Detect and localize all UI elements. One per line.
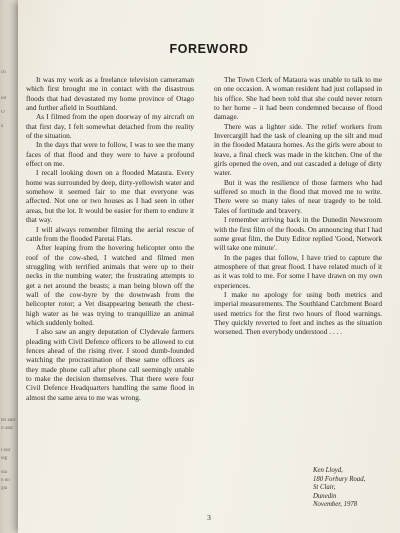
book-page [18, 0, 400, 533]
under-fragment: leg [1, 456, 8, 461]
paragraph: I will always remember filming the aerial rescue of cattle from the flooded Paretai Flats. [26, 224, 194, 243]
author-address-line: 180 Forbury Road, [313, 475, 366, 483]
paragraph: I also saw an angry deputation of Clydevale farmers pleading with Civil Defence officers to be allowed to cut fences ahead of the rising river. I stood dumb-founded watching the procrastination of these same officers as they made phone call after phone call seemingly unable to make the decision themselves. That there were four Civil Defence Headquarters handling the same flood in almost the same area to me was wrong. [26, 327, 194, 402]
under-fragment: ir and [1, 426, 13, 431]
page-number: 3 [207, 513, 211, 522]
under-fragment: gla [1, 486, 8, 491]
paragraph: As I filmed from the open doorway of my aircraft on that first day, I felt somewhat detached from the reality of the situation. [26, 112, 194, 141]
author-name: Ken Lloyd, [313, 467, 343, 474]
under-fragment: a [1, 124, 4, 129]
under-fragment: O [1, 110, 5, 115]
paragraph: The Town Clerk of Mataura was unable to talk to me on one occasion. A woman resident had just collapsed in his office. She had been told that she could never return to her home – it had been condemned because of flood damage. [214, 75, 382, 122]
under-fragment: t our [1, 448, 11, 453]
paragraph: There was a lighter side. The relief workers from Invercargill had the task of cleaning up the silt and mud in the flooded Mataura homes. As the girls were about to leave, a final check was made in the kitchen. One of the girls opened the oven, and out cascaded a deluge of dirty water. [214, 121, 382, 178]
under-fragment: ch [1, 70, 6, 75]
paragraph: After leaping from the hovering helicopter onto the roof of the cow-shed, I watched and filmed men struggling with terrified animals that were up to their necks in the numbing water; the frustrating attempts to get a net around the beasts; a man being blown off the wall of the cow-byre by the downwash from the helicopter rotor; a Vet disappearing beneath the chest-high water as he was trying to tranquillize an animal which suddenly bolted. [26, 243, 194, 327]
author-signature [313, 467, 365, 510]
paragraph: In the pages that follow, I have tried to capture the atmosphere of that great flood. I have related much of it as it was told to me. For some I have drawn on my own experiences. [214, 252, 382, 290]
paragraph: In the days that were to follow, I was to see the many faces of that flood and they were to have a profound effect on me. [26, 140, 194, 169]
author-date: November, 1978 [313, 501, 358, 509]
under-fragment: h on [1, 478, 10, 483]
under-fragment: nd [1, 96, 6, 101]
paragraph: I recall looking down on a flooded Mataura. Every home was surrounded by deep, dirty-yellowish water and somehow it seemed fair to me that everyone was affected. Not one or two houses as I had seen in other areas, but the lot. It would be easier for them to endure it that way. [26, 168, 194, 225]
author-address-line: St Clair, [313, 484, 336, 492]
left-column [26, 75, 194, 402]
paragraph: But it was the resilience of those farmers who had suffered so much in the flood that moved me to write. There were so many tales of near tragedy to be told. Tales of fortitude and bravery. [214, 177, 382, 215]
right-column [214, 75, 382, 337]
paragraph: I make no apology for using both metrics and imperial measurements. The Southland Catchment Board used metrics for the first two hours of flood warnings. They quickly reverted to feet and inches as the situation worsened. Then everybody understood . . . . [214, 289, 382, 337]
paragraph: I remember arriving back in the Dunedin Newsroom with the first film of the floods. On announcing that I had some great film, the Duty Editor replied 'Good, Network will take one minute'. [214, 215, 382, 253]
paragraph: It was my work as a freelance television cameraman which first brought me in contact with the disastrous floods that had devastated my home province of Otago and further afield in Southland. [26, 75, 194, 113]
page-title: FOREWORD [169, 42, 249, 56]
under-fragment: ter and [1, 418, 15, 423]
author-city: Dunedin [313, 492, 337, 500]
under-fragment: dia [1, 470, 8, 475]
